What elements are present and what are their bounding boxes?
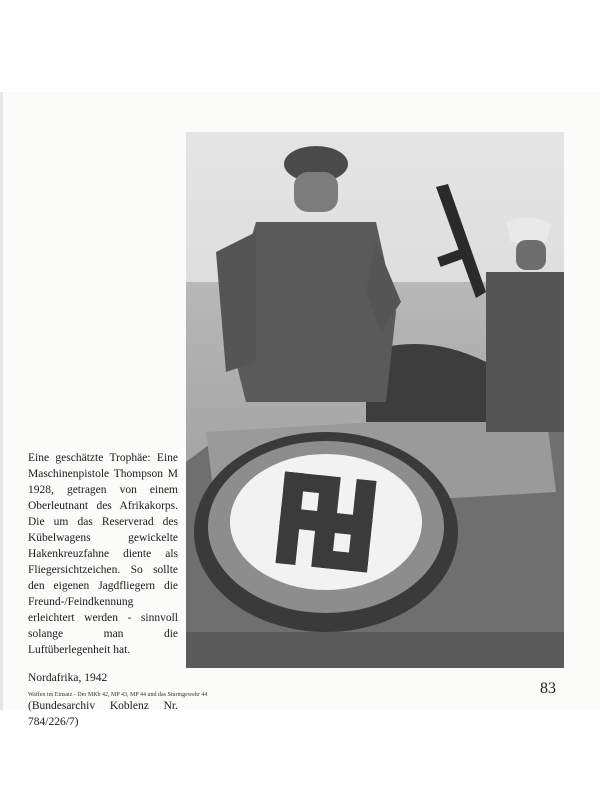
caption-text: Eine geschätzte Trophäe: Eine Maschinenpistole Thompson M 1928, getragen von einem Oberleutnant des Afrikakorps. Die um das Reserverad des Kübelwagens gewickelte Hakenkreuzfahne diente als Fliegersichtzeichen. So sollte den eigenen Jagdfliegern die Freund-/Feindkennung erleichtert werden - sinnvoll solange man die Luftüberlegenheit hat. bbox=[28, 452, 178, 656]
caption-source: (Bundesarchiv Koblenz Nr. 784/226/7) bbox=[28, 700, 178, 728]
caption-location: Nordafrika, 1942 bbox=[28, 672, 108, 684]
historical-photograph bbox=[186, 132, 564, 668]
photo-caption bbox=[28, 450, 178, 742]
page-number: 83 bbox=[540, 680, 556, 697]
running-title: Waffen im Einsatz - Der MKb 42, MP 43, MP 44 und das Sturmgewehr 44 bbox=[28, 692, 208, 698]
